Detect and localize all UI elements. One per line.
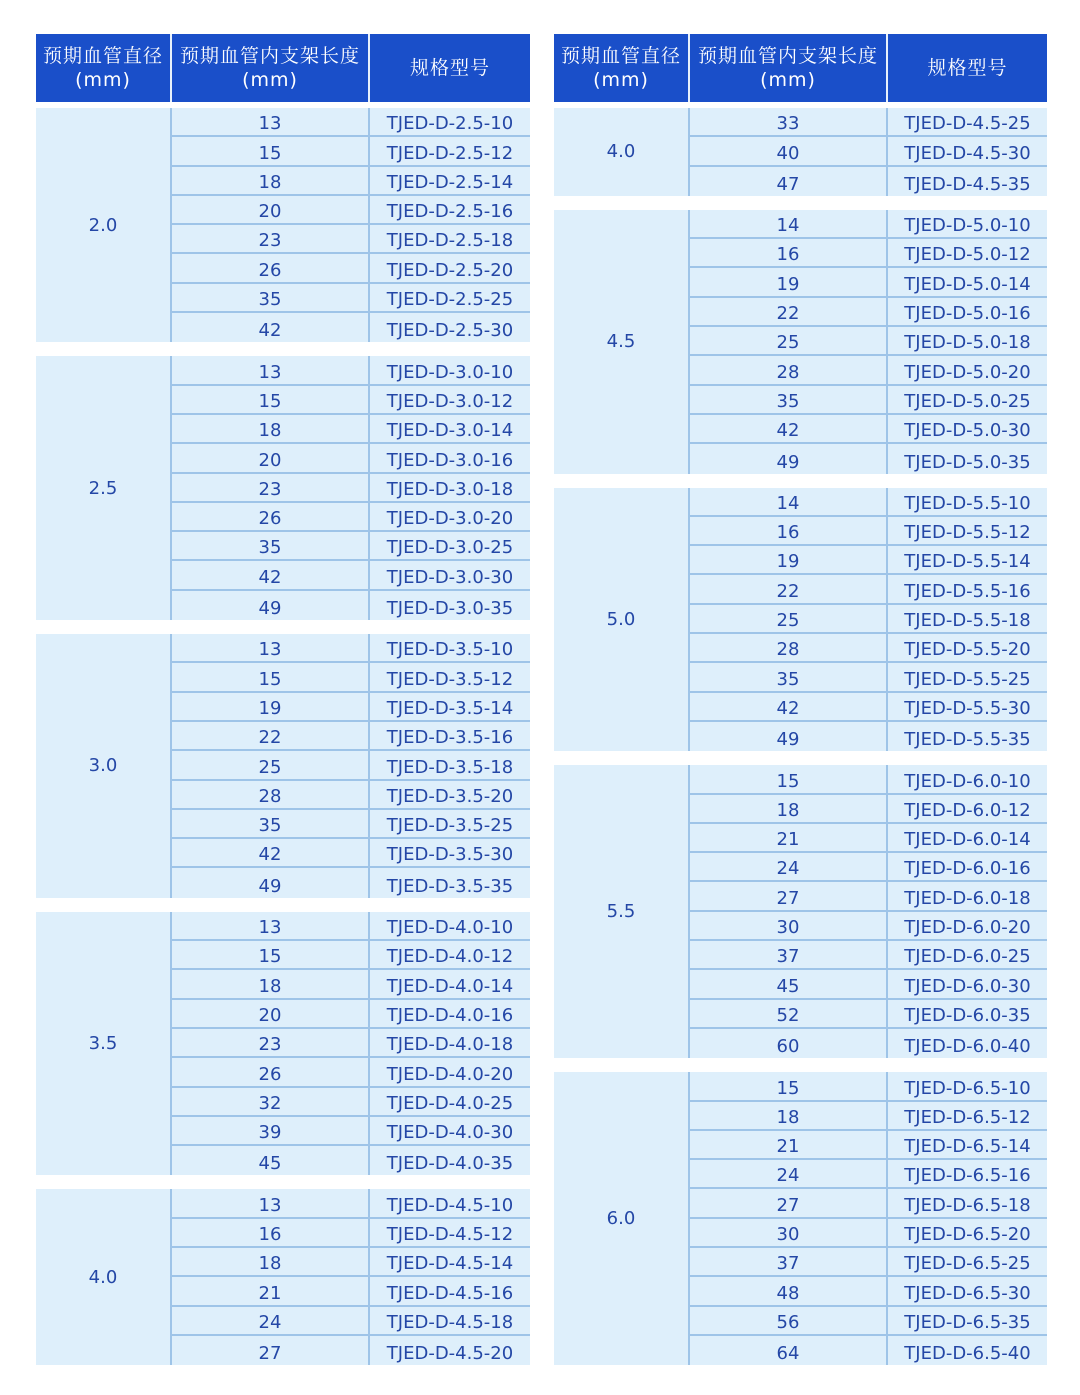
length-cell: 22 [172,722,370,749]
length-cell: 26 [172,503,370,530]
diameter-cell: 3.0 [36,634,172,898]
length-cell: 15 [690,765,888,792]
length-cell: 45 [690,970,888,997]
header-diameter-label: 预期血管直径 [42,45,163,67]
table-row [172,970,530,999]
header-model-label: 规格型号 [927,57,1008,79]
table-row [172,810,530,839]
header-length-unit: (mm) [760,69,816,91]
length-cell: 64 [690,1336,888,1365]
length-cell: 18 [172,970,370,997]
length-cell: 23 [172,474,370,501]
model-cell: TJED-D-6.5-35 [904,1311,1031,1333]
model-cell: TJED-D-5.0-35 [904,451,1031,473]
table-row [690,1160,1047,1189]
table-row [690,1029,1047,1058]
length-cell: 25 [690,327,888,354]
table-row [690,1336,1047,1365]
model-cell: TJED-D-4.5-18 [386,1311,514,1333]
model-cell: TJED-D-6.0-16 [904,858,1031,880]
table-row [172,941,530,970]
table-row [172,444,530,473]
table-row [172,415,530,444]
table-row [172,386,530,415]
table-row [172,474,530,503]
model-cell: TJED-D-5.5-20 [904,639,1031,661]
diameter-cell: 4.0 [554,108,690,196]
table-row [172,839,530,868]
table-row [172,1248,530,1277]
model-cell: TJED-D-6.5-30 [904,1282,1031,1304]
model-cell: TJED-D-6.0-18 [904,887,1031,909]
table-row [690,210,1047,239]
table-row [172,356,530,385]
length-cell: 23 [172,1029,370,1056]
header-model [370,34,530,102]
model-cell: TJED-D-4.5-14 [386,1253,514,1275]
model-cell: TJED-D-2.5-18 [386,230,514,252]
model-cell: TJED-D-5.5-14 [904,551,1031,573]
length-cell: 22 [690,298,888,325]
table-row [172,254,530,283]
model-cell: TJED-D-6.5-18 [904,1194,1031,1216]
diameter-cell: 6.0 [554,1072,690,1365]
length-cell: 14 [690,488,888,515]
length-cell: 15 [172,386,370,413]
table-row [172,503,530,532]
table-row [690,1248,1047,1277]
length-cell: 27 [172,1336,370,1365]
model-cell: TJED-D-5.0-18 [904,332,1031,354]
model-cell: TJED-D-3.5-12 [386,668,514,690]
length-cell: 35 [172,284,370,311]
table-row [690,605,1047,634]
model-cell: TJED-D-4.0-30 [386,1122,514,1144]
length-cell: 13 [172,356,370,383]
length-cell: 26 [172,254,370,281]
model-cell: TJED-D-2.5-25 [386,289,514,311]
length-cell: 13 [172,912,370,939]
diameter-group [554,210,1047,474]
model-cell: TJED-D-3.0-25 [386,537,514,559]
table-row [172,912,530,941]
length-cell: 19 [690,546,888,573]
length-cell: 45 [172,1146,370,1175]
header-length [690,34,888,102]
table-row [172,313,530,342]
model-cell: TJED-D-6.5-14 [904,1136,1031,1158]
table-header [36,34,530,102]
length-cell: 13 [172,1189,370,1216]
table-row [172,751,530,780]
length-cell: 49 [690,444,888,473]
model-cell: TJED-D-6.5-16 [904,1165,1031,1187]
length-cell: 19 [172,693,370,720]
model-cell: TJED-D-5.5-35 [904,729,1031,751]
length-cell: 30 [690,912,888,939]
length-cell: 19 [690,268,888,295]
model-cell: TJED-D-3.5-25 [386,815,514,837]
header-diameter [554,34,690,102]
table-row [690,634,1047,663]
table-row [690,795,1047,824]
table-row [172,722,530,751]
length-cell: 35 [690,663,888,690]
length-cell: 16 [690,517,888,544]
model-cell: TJED-D-3.0-30 [386,566,514,588]
length-cell: 21 [172,1277,370,1304]
table-row [690,1131,1047,1160]
table-row [690,167,1047,196]
model-cell: TJED-D-3.5-30 [386,844,514,866]
table-row [690,298,1047,327]
length-cell: 32 [172,1088,370,1115]
model-cell: TJED-D-6.5-10 [904,1077,1031,1099]
model-cell: TJED-D-4.0-14 [386,975,514,997]
table-row [172,1000,530,1029]
model-cell: TJED-D-3.0-14 [386,420,514,442]
table-row [690,1307,1047,1336]
length-cell: 18 [690,1102,888,1129]
table-row [172,108,530,137]
model-cell: TJED-D-3.5-18 [386,756,514,778]
length-cell: 35 [690,386,888,413]
model-cell: TJED-D-4.5-30 [904,142,1031,164]
length-cell: 49 [172,591,370,620]
table-row [690,1219,1047,1248]
table-row [172,1029,530,1058]
model-cell: TJED-D-5.0-30 [904,420,1031,442]
length-cell: 56 [690,1307,888,1334]
length-cell: 40 [690,137,888,164]
model-cell: TJED-D-6.0-14 [904,829,1031,851]
model-cell: TJED-D-6.5-20 [904,1223,1031,1245]
model-cell: TJED-D-2.5-20 [386,259,514,281]
table-row [172,868,530,897]
length-cell: 16 [690,239,888,266]
length-cell: 25 [690,605,888,632]
model-cell: TJED-D-6.0-35 [904,1004,1031,1026]
table-row [172,196,530,225]
model-cell: TJED-D-6.0-25 [904,946,1031,968]
model-cell: TJED-D-5.5-12 [904,522,1031,544]
length-cell: 35 [172,532,370,559]
table-row [690,137,1047,166]
diameter-cell: 3.5 [36,912,172,1176]
model-cell: TJED-D-3.0-20 [386,508,514,530]
length-cell: 42 [172,839,370,866]
length-cell: 21 [690,1131,888,1158]
model-cell: TJED-D-5.5-25 [904,668,1031,690]
model-cell: TJED-D-6.5-40 [904,1343,1031,1365]
length-cell: 52 [690,1000,888,1027]
table-row [172,591,530,620]
model-cell: TJED-D-4.5-20 [386,1343,514,1365]
model-cell: TJED-D-2.5-12 [386,142,514,164]
diameter-cell: 4.0 [36,1189,172,1365]
length-cell: 28 [172,781,370,808]
length-cell: 15 [172,663,370,690]
diameter-group [36,356,530,620]
model-cell: TJED-D-5.0-20 [904,361,1031,383]
length-cell: 28 [690,634,888,661]
model-cell: TJED-D-4.0-25 [386,1092,514,1114]
table-row [172,284,530,313]
model-cell: TJED-D-3.0-10 [386,361,514,383]
table-row [690,108,1047,137]
model-cell: TJED-D-3.0-12 [386,390,514,412]
table-row [172,634,530,663]
table-row [690,356,1047,385]
table-row [172,781,530,810]
length-cell: 42 [172,561,370,588]
diameter-group [554,488,1047,752]
header-length-label: 预期血管内支架长度 [179,45,360,67]
length-cell: 20 [172,196,370,223]
table-row [690,268,1047,297]
length-cell: 13 [172,108,370,135]
length-cell: 37 [690,1248,888,1275]
length-cell: 37 [690,941,888,968]
diameter-group [36,1189,530,1365]
table-row [690,693,1047,722]
model-cell: TJED-D-4.0-35 [386,1153,514,1175]
model-cell: TJED-D-5.0-14 [904,273,1031,295]
length-cell: 13 [172,634,370,661]
model-cell: TJED-D-3.0-35 [386,598,514,620]
header-length [172,34,370,102]
model-cell: TJED-D-6.0-40 [904,1036,1031,1058]
table-row [690,546,1047,575]
length-cell: 60 [690,1029,888,1058]
diameter-group [36,634,530,898]
diameter-group [36,108,530,342]
model-cell: TJED-D-6.0-20 [904,917,1031,939]
table-row [690,488,1047,517]
length-cell: 42 [690,693,888,720]
length-cell: 18 [172,415,370,442]
table-row [172,225,530,254]
length-cell: 15 [172,941,370,968]
table-row [690,1102,1047,1131]
diameter-cell: 5.0 [554,488,690,752]
model-cell: TJED-D-6.0-30 [904,975,1031,997]
model-cell: TJED-D-4.5-16 [386,1282,514,1304]
length-cell: 24 [172,1307,370,1334]
model-cell: TJED-D-6.5-25 [904,1253,1031,1275]
model-cell: TJED-D-5.5-18 [904,610,1031,632]
header-diameter-label: 预期血管直径 [560,45,681,67]
diameter-group [36,912,530,1176]
model-cell: TJED-D-2.5-16 [386,201,514,223]
model-cell: TJED-D-3.5-35 [386,875,514,897]
length-cell: 18 [172,1248,370,1275]
table-row [172,167,530,196]
length-cell: 47 [690,167,888,196]
header-diameter-unit: (mm) [593,69,649,91]
diameter-group [554,765,1047,1058]
table-body [554,108,1047,1365]
table-row [690,824,1047,853]
table-header [554,34,1047,102]
model-cell: TJED-D-3.5-10 [386,639,514,661]
header-model-label: 规格型号 [409,57,490,79]
table-row [690,941,1047,970]
length-cell: 21 [690,824,888,851]
model-cell: TJED-D-3.5-20 [386,785,514,807]
length-cell: 15 [690,1072,888,1099]
length-cell: 35 [172,810,370,837]
length-cell: 18 [172,167,370,194]
length-cell: 14 [690,210,888,237]
model-cell: TJED-D-6.0-12 [904,799,1031,821]
model-cell: TJED-D-5.5-10 [904,492,1031,514]
table-row [172,1277,530,1306]
model-cell: TJED-D-3.5-14 [386,697,514,719]
model-cell: TJED-D-4.5-12 [386,1223,514,1245]
table-row [690,722,1047,751]
length-cell: 49 [690,722,888,751]
length-cell: 27 [690,1189,888,1216]
length-cell: 15 [172,137,370,164]
table-row [172,1146,530,1175]
table-row [690,970,1047,999]
table-row [690,882,1047,911]
length-cell: 39 [172,1117,370,1144]
model-cell: TJED-D-4.0-12 [386,946,514,968]
length-cell: 25 [172,751,370,778]
table-row [172,1058,530,1087]
model-cell: TJED-D-4.0-16 [386,1004,514,1026]
table-row [690,386,1047,415]
table-row [690,765,1047,794]
table-row [690,444,1047,473]
model-cell: TJED-D-2.5-30 [386,320,514,342]
table-row [172,663,530,692]
model-cell: TJED-D-4.5-10 [386,1194,514,1216]
table-row [172,1088,530,1117]
table-row [690,853,1047,882]
spec-table-left [36,34,530,1365]
diameter-cell: 2.5 [36,356,172,620]
table-row [172,1336,530,1365]
model-cell: TJED-D-6.5-12 [904,1106,1031,1128]
table-row [690,1189,1047,1218]
table-row [172,1189,530,1218]
length-cell: 24 [690,853,888,880]
header-diameter-unit: (mm) [75,69,131,91]
length-cell: 49 [172,868,370,897]
model-cell: TJED-D-4.5-25 [904,113,1031,135]
table-row [172,561,530,590]
table-row [690,327,1047,356]
header-length-label: 预期血管内支架长度 [697,45,878,67]
model-cell: TJED-D-5.0-16 [904,303,1031,325]
model-cell: TJED-D-4.0-18 [386,1034,514,1056]
model-cell: TJED-D-4.5-35 [904,173,1031,195]
length-cell: 24 [690,1160,888,1187]
table-row [690,912,1047,941]
table-row [172,532,530,561]
table-row [690,517,1047,546]
table-row [690,1000,1047,1029]
header-length-unit: (mm) [242,69,298,91]
length-cell: 42 [690,415,888,442]
length-cell: 16 [172,1219,370,1246]
length-cell: 20 [172,1000,370,1027]
table-row [172,1117,530,1146]
model-cell: TJED-D-3.0-16 [386,449,514,471]
table-row [690,1277,1047,1306]
length-cell: 42 [172,313,370,342]
length-cell: 26 [172,1058,370,1085]
model-cell: TJED-D-2.5-14 [386,171,514,193]
table-row [690,1072,1047,1101]
table-row [172,137,530,166]
model-cell: TJED-D-4.0-10 [386,917,514,939]
diameter-cell: 2.0 [36,108,172,342]
table-row [172,1219,530,1248]
model-cell: TJED-D-5.5-30 [904,697,1031,719]
diameter-cell: 4.5 [554,210,690,474]
model-cell: TJED-D-5.0-25 [904,390,1031,412]
table-row [172,1307,530,1336]
length-cell: 20 [172,444,370,471]
length-cell: 22 [690,575,888,602]
table-row [690,663,1047,692]
model-cell: TJED-D-4.0-20 [386,1063,514,1085]
spec-table-right [554,34,1047,1365]
model-cell: TJED-D-5.0-10 [904,215,1031,237]
model-cell: TJED-D-6.0-10 [904,770,1031,792]
length-cell: 23 [172,225,370,252]
model-cell: TJED-D-5.0-12 [904,244,1031,266]
length-cell: 30 [690,1219,888,1246]
table-row [172,693,530,722]
table-row [690,415,1047,444]
length-cell: 18 [690,795,888,822]
table-body [36,108,530,1365]
model-cell: TJED-D-2.5-10 [386,113,514,135]
length-cell: 33 [690,108,888,135]
length-cell: 48 [690,1277,888,1304]
diameter-cell: 5.5 [554,765,690,1058]
header-model [888,34,1047,102]
diameter-group [554,108,1047,196]
table-row [690,239,1047,268]
header-diameter [36,34,172,102]
length-cell: 27 [690,882,888,909]
length-cell: 28 [690,356,888,383]
diameter-group [554,1072,1047,1365]
model-cell: TJED-D-3.0-18 [386,478,514,500]
table-row [690,575,1047,604]
model-cell: TJED-D-5.5-16 [904,580,1031,602]
model-cell: TJED-D-3.5-16 [386,727,514,749]
